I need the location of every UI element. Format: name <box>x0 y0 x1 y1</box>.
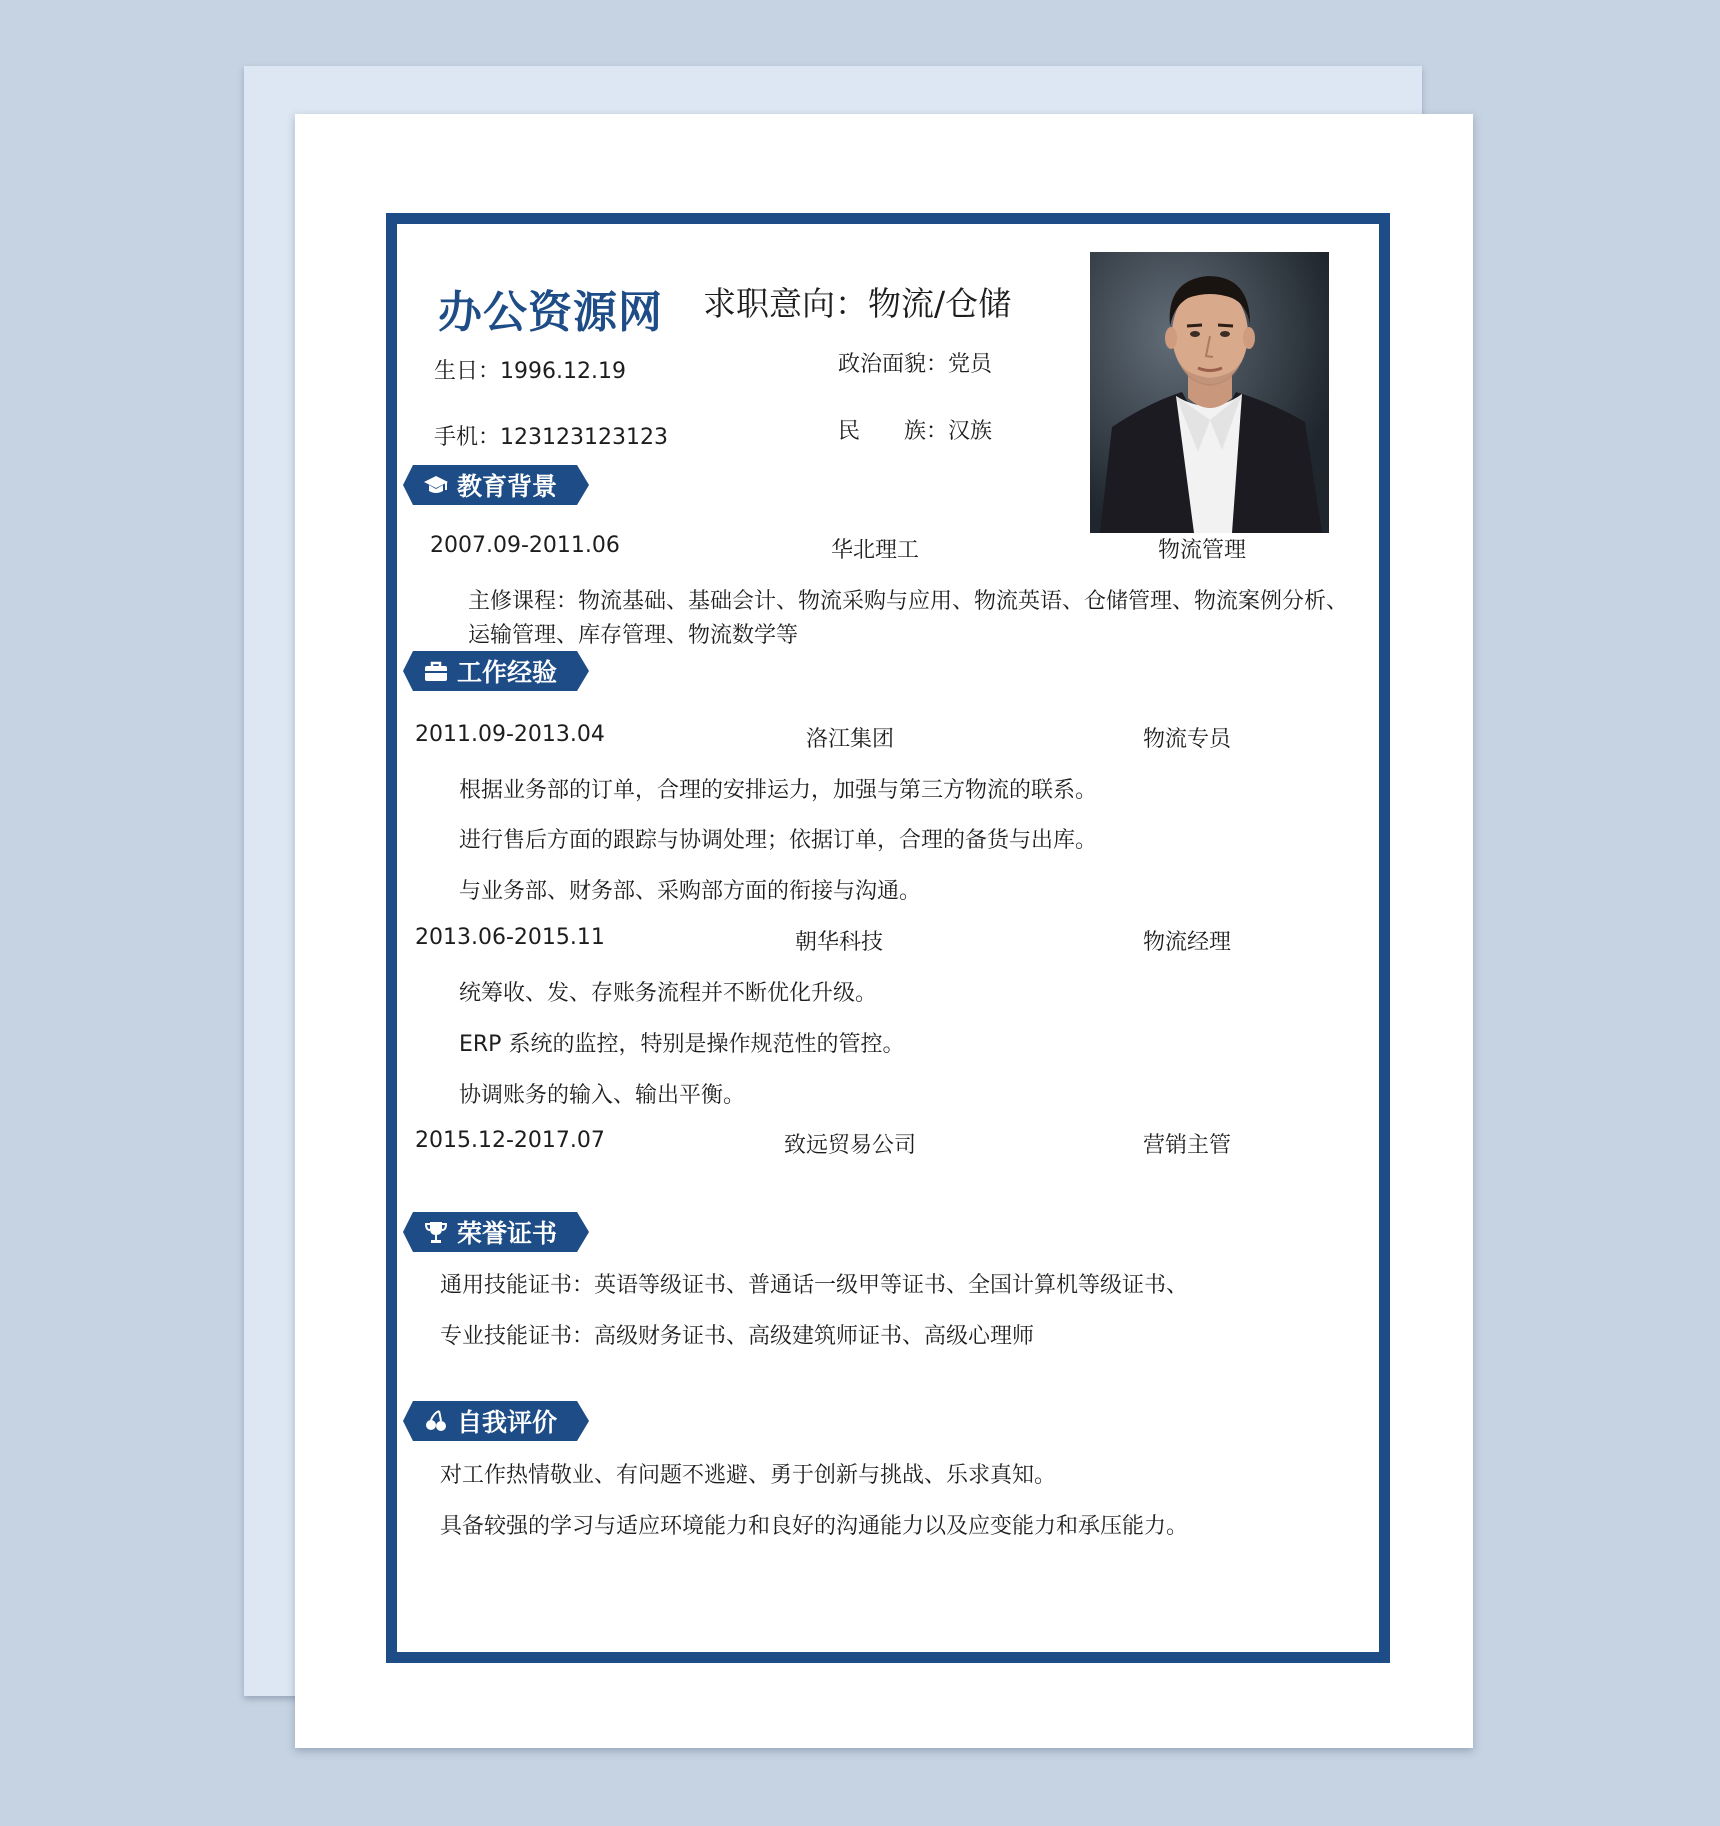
work-1-period: 2011.09-2013.04 <box>415 722 605 747</box>
section-education-title: 教育背景 <box>457 472 558 501</box>
ethnicity: 民 族：汉族 <box>838 419 993 444</box>
education-courses-line1: 主修课程：物流基础、基础会计、物流采购与应用、物流英语、仓储管理、物流案例分析、 <box>468 589 1349 614</box>
briefcase-icon <box>423 658 449 684</box>
work-1-duty-1: 根据业务部的订单，合理的安排运力，加强与第三方物流的联系。 <box>459 778 1098 803</box>
work-2-company: 朝华科技 <box>795 930 884 955</box>
work-3-period: 2015.12-2017.07 <box>415 1128 605 1153</box>
section-work-title: 工作经验 <box>457 658 558 687</box>
job-intent: 求职意向：物流/仓储 <box>703 284 1012 323</box>
work-2-position: 物流经理 <box>1143 930 1232 955</box>
education-courses-line2-clip <box>468 618 1068 648</box>
work-1-duty-3: 与业务部、财务部、采购部方面的衔接与沟通。 <box>459 879 922 904</box>
phone-clip <box>434 420 754 450</box>
work-3-position: 营销主管 <box>1143 1133 1232 1158</box>
education-major: 物流管理 <box>1158 538 1247 563</box>
education-period: 2007.09-2011.06 <box>430 533 620 558</box>
section-honors-title: 荣誉证书 <box>457 1219 558 1248</box>
work-2-duty-1: 统筹收、发、存账务流程并不断优化升级。 <box>459 981 878 1006</box>
section-work-header <box>403 651 589 691</box>
work-2-period: 2013.06-2015.11 <box>415 925 605 950</box>
section-self-header <box>403 1401 589 1441</box>
candidate-name: 办公资源网 <box>438 287 663 338</box>
section-honors-header <box>403 1212 589 1252</box>
cherries-icon <box>423 1408 449 1434</box>
graduation-cap-icon <box>423 472 449 498</box>
work-2-duty-3: 协调账务的输入、输出平衡。 <box>459 1083 746 1108</box>
section-education-header <box>403 465 589 505</box>
self-evaluation-line-1: 对工作热情敬业、有问题不逃避、勇于创新与挑战、乐求真知。 <box>440 1463 1057 1488</box>
education-school: 华北理工 <box>831 538 920 563</box>
work-1-duty-2: 进行售后方面的跟踪与协调处理；依据订单，合理的备货与出库。 <box>459 828 1098 853</box>
phone: 手机：123123123123 <box>434 425 668 450</box>
political-status: 政治面貌：党员 <box>838 352 993 377</box>
trophy-icon <box>423 1219 449 1245</box>
profile-photo <box>1090 252 1329 533</box>
work-1-company: 洛江集团 <box>806 727 895 752</box>
self-evaluation-line-2: 具备较强的学习与适应环境能力和良好的沟通能力以及应变能力和承压能力。 <box>440 1514 1189 1539</box>
honors-line-2: 专业技能证书：高级财务证书、高级建筑师证书、高级心理师 <box>440 1324 1035 1349</box>
work-2-duty-2: ERP 系统的监控，特别是操作规范性的管控。 <box>459 1032 905 1057</box>
work-1-position: 物流专员 <box>1143 727 1232 752</box>
section-self-title: 自我评价 <box>457 1408 558 1437</box>
birthday: 生日：1996.12.19 <box>434 359 626 384</box>
education-courses-line2: 运输管理、库存管理、物流数学等 <box>468 623 799 648</box>
honors-line-1: 通用技能证书：英语等级证书、普通话一级甲等证书、全国计算机等级证书、 <box>440 1273 1189 1298</box>
work-3-company: 致远贸易公司 <box>784 1133 917 1158</box>
